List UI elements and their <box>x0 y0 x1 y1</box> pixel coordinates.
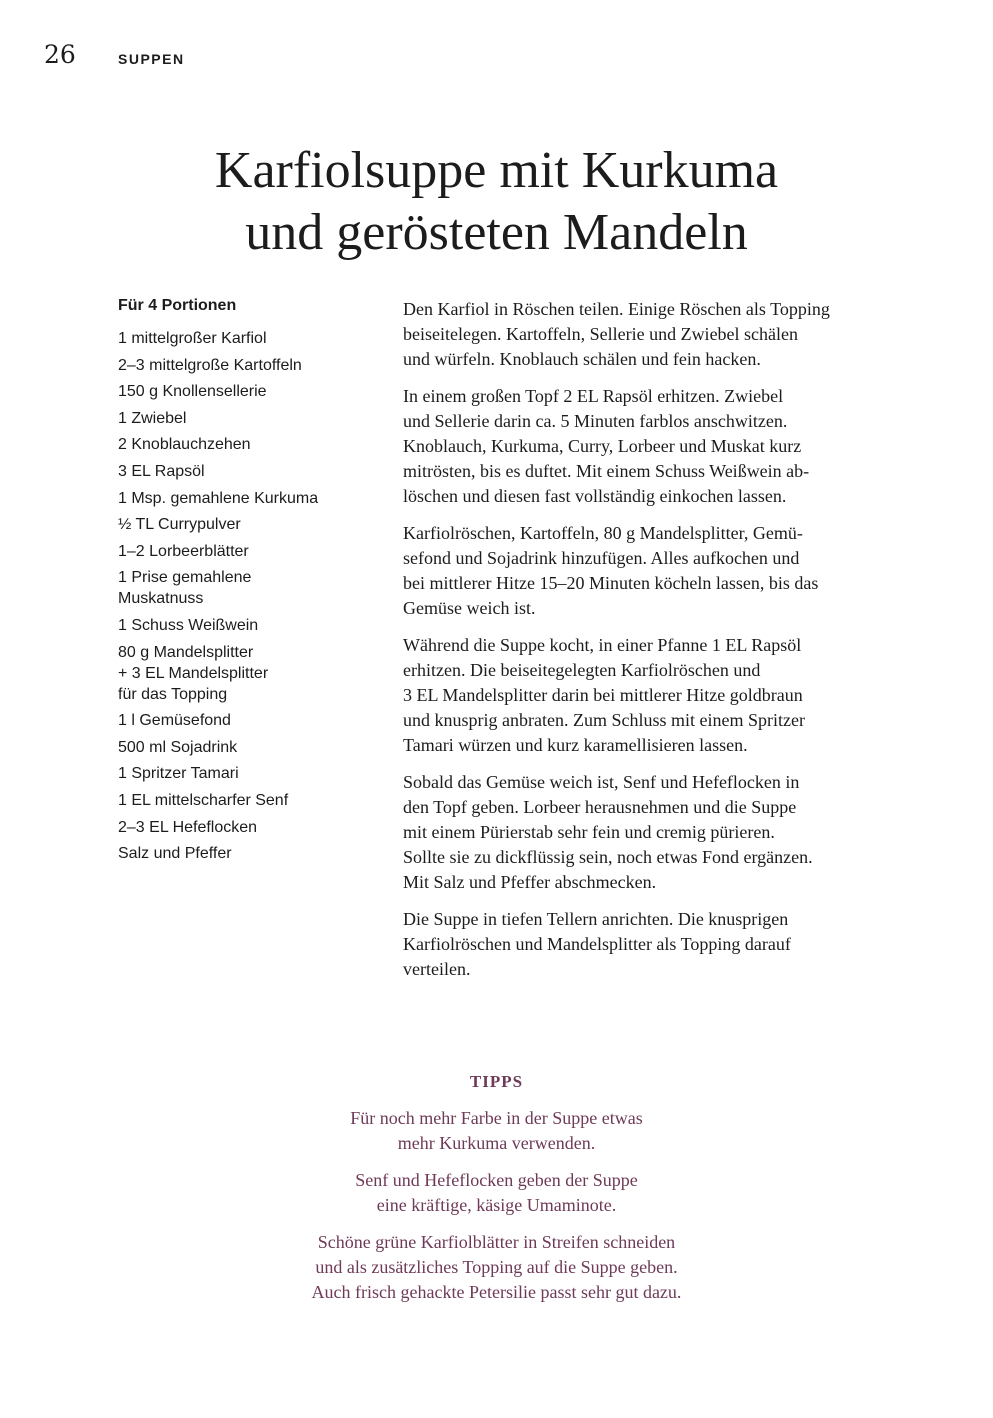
method-line: Mit Salz und Pfeffer abschmecken. <box>403 872 657 892</box>
ingredient-item: 1 EL mittelscharfer Senf <box>118 791 289 809</box>
method-line: beiseitelegen. Kartoffeln, Sellerie und Zwiebel schälen <box>403 324 799 344</box>
tip-line: Auch frisch gehackte Petersilie passt sehr gut dazu. <box>311 1282 682 1302</box>
ingredient-item: 1 Zwiebel <box>118 409 187 427</box>
ingredients-column <box>118 296 368 870</box>
method-line: Sobald das Gemüse weich ist, Senf und Hefeflocken in <box>403 772 800 792</box>
method-step <box>403 521 893 621</box>
method-step <box>403 907 893 982</box>
method-line: 3 EL Mandelsplitter darin bei mittlerer Hitze goldbraun <box>403 685 803 705</box>
tip-line: eine kräftige, käsige Umaminote. <box>376 1195 617 1215</box>
method-line: Tamari würzen und kurz karamellisieren lassen. <box>403 735 748 755</box>
section-label: SUPPEN <box>118 51 185 67</box>
method-step <box>403 384 893 509</box>
tip-item <box>0 1168 993 1218</box>
ingredient-item: 3 EL Rapsöl <box>118 462 205 480</box>
ingredient-list <box>118 328 368 864</box>
method-line: den Topf geben. Lorbeer herausnehmen und die Suppe <box>403 797 797 817</box>
method-line: mit einem Pürierstab sehr fein und cremig pürieren. <box>403 822 775 842</box>
ingredient-item: 1 Prise gemahlene Muskatnuss <box>118 569 252 608</box>
method-line: verteilen. <box>403 959 471 979</box>
tip-line: mehr Kurkuma verwenden. <box>397 1133 596 1153</box>
method-step <box>403 770 893 895</box>
method-line: und knusprig anbraten. Zum Schluss mit einem Spritzer <box>403 710 805 730</box>
method-line: sefond und Sojadrink hinzufügen. Alles aufkochen und <box>403 548 800 568</box>
page-number: 26 <box>44 40 76 69</box>
tip-item <box>0 1106 993 1156</box>
method-line: und würfeln. Knoblauch schälen und fein hacken. <box>403 349 761 369</box>
tip-line: Für noch mehr Farbe in der Suppe etwas <box>350 1108 643 1128</box>
tip-item <box>0 1230 993 1305</box>
ingredient-item: 1 Msp. gemahlene Kurkuma <box>118 489 319 507</box>
method-line: Die Suppe in tiefen Tellern anrichten. Die knusprigen <box>403 909 789 929</box>
tip-line: Schöne grüne Karfiolblätter in Streifen schneiden <box>317 1232 676 1252</box>
ingredient-item: 1 l Gemüsefond <box>118 712 231 730</box>
method-column <box>403 297 893 994</box>
ingredient-item: 1 Spritzer Tamari <box>118 765 239 783</box>
ingredient-item: 1 Schuss Weißwein <box>118 616 259 634</box>
portions-label: Für 4 Portionen <box>118 297 237 314</box>
ingredient-item: 1–2 Lorbeerblätter <box>118 542 249 560</box>
ingredient-item: 1 mittelgroßer Karfiol <box>118 330 267 347</box>
ingredient-item: Salz und Pfeffer <box>118 845 232 863</box>
tips-section <box>0 1070 993 1317</box>
recipe-title <box>0 140 993 264</box>
method-line: Den Karfiol in Röschen teilen. Einige Röschen als Topping <box>403 299 830 319</box>
method-line: bei mittlerer Hitze 15–20 Minuten köcheln lassen, bis das <box>403 573 819 593</box>
method-line: In einem großen Topf 2 EL Rapsöl erhitzen. Zwiebel <box>403 386 784 406</box>
tips-heading: TIPPS <box>469 1072 524 1091</box>
method-line: Sollte sie zu dickflüssig sein, noch etwas Fond ergänzen. <box>403 847 813 867</box>
method-line: löschen und diesen fast vollständig einkochen lassen. <box>403 486 787 506</box>
method-step <box>403 297 893 372</box>
tip-line: Senf und Hefeflocken geben der Suppe <box>355 1170 638 1190</box>
ingredient-item: ½ TL Currypulver <box>118 516 241 534</box>
ingredient-item: 500 ml Sojadrink <box>118 738 238 756</box>
method-step <box>403 633 893 758</box>
ingredient-item: 2 Knoblauchzehen <box>118 436 251 454</box>
method-line: Karfiolröschen, Kartoffeln, 80 g Mandelsplitter, Gemü- <box>403 523 803 543</box>
ingredient-item: 80 g Mandelsplitter + 3 EL Mandelsplitter für das Topping <box>118 643 269 703</box>
method-line: Während die Suppe kocht, in einer Pfanne 1 EL Rapsöl <box>403 635 802 655</box>
ingredient-item: 150 g Knollensellerie <box>118 383 267 401</box>
method-line: Knoblauch, Kurkuma, Curry, Lorbeer und Muskat kurz <box>403 436 802 456</box>
ingredient-item: 2–3 mittelgroße Kartoffeln <box>118 356 302 374</box>
method-line: erhitzen. Die beiseitegelegten Karfiolröschen und <box>403 660 761 680</box>
method-line: mitrösten, bis es duftet. Mit einem Schuss Weißwein ab- <box>403 461 810 481</box>
recipe-title-line-1: Karfiolsuppe mit Kurkuma <box>214 142 779 199</box>
tip-line: und als zusätzliches Topping auf die Suppe geben. <box>315 1257 678 1277</box>
method-line: Karfiolröschen und Mandelsplitter als Topping darauf <box>403 934 791 954</box>
ingredient-item: 2–3 EL Hefeflocken <box>118 818 258 836</box>
method-line: und Sellerie darin ca. 5 Minuten farblos anschwitzen. <box>403 411 788 431</box>
method-line: Gemüse weich ist. <box>403 598 536 618</box>
recipe-title-line-2: und gerösteten Mandeln <box>245 204 748 261</box>
